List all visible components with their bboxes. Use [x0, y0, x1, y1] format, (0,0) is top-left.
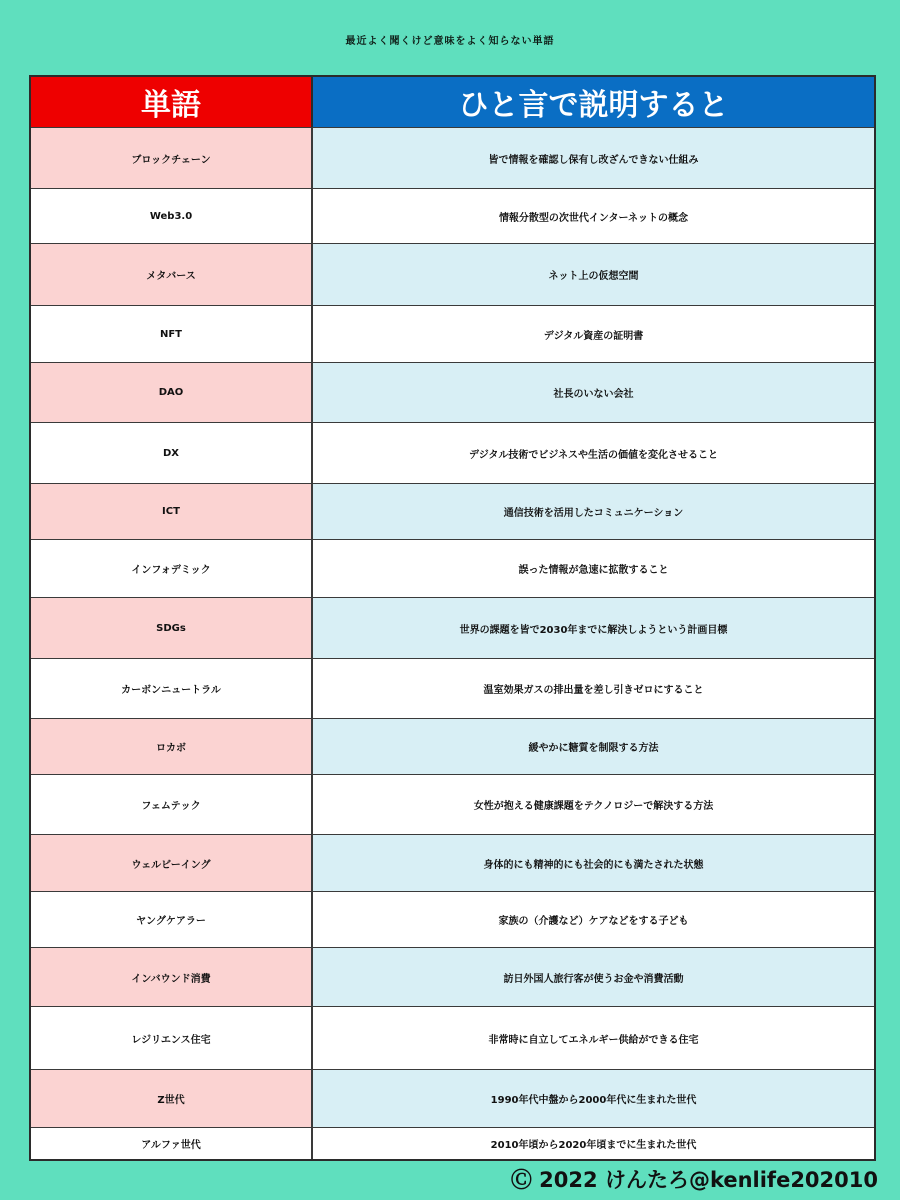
table-row: [31, 658, 874, 718]
term-cell: DX: [31, 423, 313, 483]
term-cell: カーボンニュートラル: [31, 659, 313, 718]
term-cell: メタバース: [31, 244, 313, 305]
table-row: [31, 891, 874, 947]
table-row: [31, 774, 874, 834]
description-cell: 家族の（介護など）ケアなどをする子ども: [313, 892, 874, 947]
term-cell: ブロックチェーン: [31, 128, 313, 188]
description-cell: 世界の課題を皆で2030年までに解決しようという計画目標: [313, 598, 874, 658]
term-cell: Web3.0: [31, 189, 313, 243]
term-cell: Z世代: [31, 1070, 313, 1127]
description-cell: 皆で情報を確認し保有し改ざんできない仕組み: [313, 128, 874, 188]
table-row: [31, 422, 874, 483]
term-cell: DAO: [31, 363, 313, 422]
term-cell: NFT: [31, 306, 313, 362]
description-cell: 女性が抱える健康課題をテクノロジーで解決する方法: [313, 775, 874, 834]
table-row: [31, 188, 874, 243]
table-row: [31, 127, 874, 188]
table-row: [31, 243, 874, 305]
description-cell: 訪日外国人旅行客が使うお金や消費活動: [313, 948, 874, 1006]
copyright-footer: Ⓒ 2022 けんたろ@kenlife202010: [510, 1168, 878, 1192]
column-header-word: 単語: [31, 77, 313, 127]
description-cell: デジタル技術でビジネスや生活の価値を変化させること: [313, 423, 874, 483]
description-cell: 2010年頃から2020年頃までに生まれた世代: [313, 1128, 874, 1159]
table-row: [31, 1069, 874, 1127]
table-row: [31, 483, 874, 539]
table-row: [31, 1127, 874, 1159]
term-cell: ヤングケアラー: [31, 892, 313, 947]
table-row: [31, 947, 874, 1006]
description-cell: ネット上の仮想空間: [313, 244, 874, 305]
description-cell: 非常時に自立してエネルギー供給ができる住宅: [313, 1007, 874, 1069]
table-row: [31, 597, 874, 658]
description-cell: 通信技術を活用したコミュニケーション: [313, 484, 874, 539]
description-cell: デジタル資産の証明書: [313, 306, 874, 362]
term-cell: ICT: [31, 484, 313, 539]
description-cell: 社長のいない会社: [313, 363, 874, 422]
table-row: [31, 718, 874, 774]
table-row: [31, 539, 874, 597]
term-cell: ウェルビーイング: [31, 835, 313, 891]
table-row: [31, 834, 874, 891]
term-cell: レジリエンス住宅: [31, 1007, 313, 1069]
table-row: [31, 362, 874, 422]
table-row: [31, 1006, 874, 1069]
description-cell: 誤った情報が急速に拡散すること: [313, 540, 874, 597]
term-cell: アルファ世代: [31, 1128, 313, 1159]
term-cell: フェムテック: [31, 775, 313, 834]
table-row: [31, 305, 874, 362]
column-header-description: ひと言で説明すると: [313, 77, 874, 127]
description-cell: 身体的にも精神的にも社会的にも満たされた状態: [313, 835, 874, 891]
term-cell: SDGs: [31, 598, 313, 658]
description-cell: 1990年代中盤から2000年代に生まれた世代: [313, 1070, 874, 1127]
term-cell: ロカボ: [31, 719, 313, 774]
description-cell: 情報分散型の次世代インターネットの概念: [313, 189, 874, 243]
glossary-table: [29, 75, 876, 1161]
term-cell: インバウンド消費: [31, 948, 313, 1006]
description-cell: 緩やかに糖質を制限する方法: [313, 719, 874, 774]
page-title: 最近よく聞くけど意味をよく知らない単語: [345, 36, 555, 47]
description-cell: 温室効果ガスの排出量を差し引きゼロにすること: [313, 659, 874, 718]
term-cell: インフォデミック: [31, 540, 313, 597]
